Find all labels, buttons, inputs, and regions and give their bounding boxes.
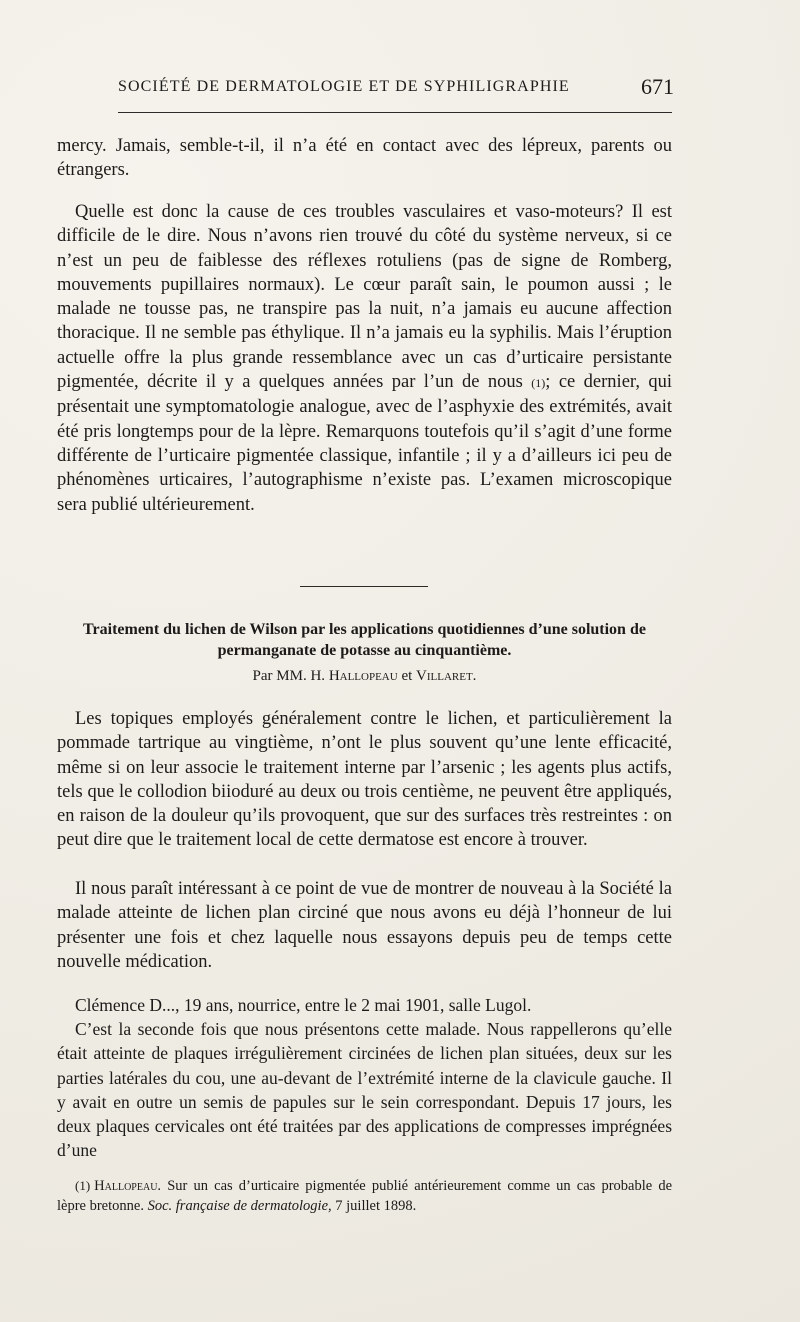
article-title: Traitement du lichen de Wilson par les applications quotidiennes d’une solution de permanganate de potasse au cinquantième. [83,621,646,659]
paragraph-continuation: mercy. Jamais, semble-t-il, il n’a été en contact avec des lépreux, parents ou étrangers. [57,136,672,181]
paragraph-discussion [57,200,672,517]
article-byline [57,668,672,685]
byline-and: et [401,668,413,684]
paragraph-discussion-text-2: ; ce dernier, qui présentait une symptomatologie analogue, avec de l’asphyxie des extrémités, avait été pris longtemps pour de la lèpre. Remarquons toutefois qu’il s’agit d’une forme différente de l’urticaire pigmentée classique, infantile ; il y a d’ailleurs ici peu de phénomènes urticaires, l’autographisme n’existe pas. L’examen microscopique sera publié ultérieurement. [57,372,673,515]
page-number: 671 [641,74,674,99]
paragraph-introduction: Les topiques employés généralement contre le lichen, et particulièrement la pommade tartrique au vingtième, n’ont le plus souvent qu’une lente efficacité, même si on leur associe le traitement interne par l’arsenic ; les agents plus actifs, tels que le collodion biioduré au deux ou trois centième, ne peuvent être appliqués, en raison de la douleur qu’ils provoquent, que sur des surfaces très restreintes : on peut dire que le traitement local de cette dermatose est encore à trouver. [57,709,672,851]
footnote [57,1176,672,1216]
header-rule [118,112,672,113]
footnote-author: Hallopeau. [94,1178,162,1194]
footnote-marker: (1) [75,1178,91,1193]
page-header [118,74,674,104]
footnote-text: Sur un cas d’urticaire pigmentée publié antérieurement comme un cas probable de lèpre bretonne. [57,1178,673,1214]
running-title: SOCIÉTÉ DE DERMATOLOGIE ET DE SYPHILIGRAPHIE [118,78,570,95]
paragraph-presentation: Il nous paraît intéressant à ce point de vue de montrer de nouveau à la Société la malade atteinte de lichen plan circiné que nous avons eu déjà l’honneur de lui présenter une fois et chez laquelle nous essayons depuis peu de temps cette nouvelle médication. [57,879,672,972]
section-divider [300,586,428,587]
footnote-journal: Soc. française de dermatologie, [147,1198,332,1214]
paragraph-discussion-text-1: Quelle est donc la cause de ces troubles vasculaires et vaso-moteurs? Il est difficile de le dire. Nous n’avons rien trouvé du côté du système nerveux, si ce n’est un peu de faiblesse des réflexes rotuliens (pas de signe de Romberg, mouvements pupillaires normaux). Le cœur paraît sain, le poumon aussi ; le malade ne tousse pas, ne transpire pas la nuit, n’a jamais eu aucune affection thoracique. Il ne semble pas éthylique. Il n’a jamais eu la syphilis. Mais l’éruption actuelle offre la plus grande ressemblance avec un cas d’urticaire persistante pigmentée, décrite il y a quelques années par l’un de nous [57,202,672,393]
case-heading: Clémence D..., 19 ans, nourrice, entre le 2 mai 1901, salle Lugol. [75,995,532,1015]
case-description: C’est la seconde fois que nous présentons cette malade. Nous rappellerons qu’elle était atteinte de plaques irrégulièrement circinées de lichen plan situées, deux sur les parties latérales du cou, une au-devant de l’extrémité interne de la clavicule gauche. Il y avait en outre un semis de papules sur le sein correspondant. Depuis 17 jours, les deux plaques cervicales ont été traitées par des applications de compresses imprégnées d’une [57,1019,672,1161]
author-hallopeau: Hallopeau [328,668,398,684]
byline-prefix: Par MM. H. [252,668,326,684]
footnote-date: 7 juillet 1898. [335,1198,417,1214]
footnote-reference: (1) [531,376,546,391]
author-villaret: Villaret. [416,668,477,684]
